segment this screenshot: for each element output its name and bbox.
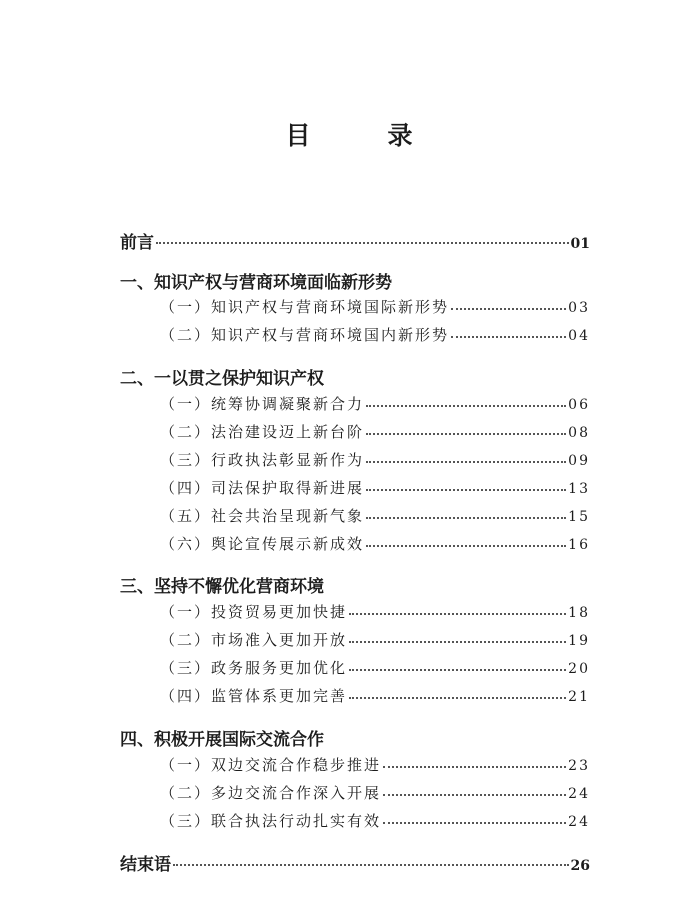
toc-entry-label: （一）知识产权与营商环境国际新形势 xyxy=(160,298,450,316)
toc-entry-label: （二）知识产权与营商环境国内新形势 xyxy=(160,326,450,344)
toc-entry-label: （四）司法保护取得新进展 xyxy=(160,479,365,497)
dot-leader xyxy=(366,461,566,463)
toc-entry[interactable] xyxy=(160,657,590,678)
dot-leader xyxy=(383,766,566,768)
toc-entry[interactable] xyxy=(160,505,590,526)
toc-entry[interactable] xyxy=(160,533,590,554)
toc-entry[interactable] xyxy=(160,810,590,831)
toc-entry[interactable] xyxy=(160,477,590,498)
toc-page-number: 18 xyxy=(568,605,590,621)
toc-page-number: 16 xyxy=(568,537,590,553)
toc-entry-label: （一）投资贸易更加快捷 xyxy=(160,603,348,621)
dot-leader xyxy=(156,242,569,244)
toc-entry-label: 结束语 xyxy=(120,855,171,875)
toc-entry-label: （二）多边交流合作深入开展 xyxy=(160,784,382,802)
toc-page-number: 24 xyxy=(568,814,590,830)
dot-leader xyxy=(366,489,566,491)
toc-page-number: 15 xyxy=(568,509,590,525)
dot-leader xyxy=(451,308,566,310)
dot-leader xyxy=(349,641,566,643)
dot-leader xyxy=(349,697,566,699)
toc-page-number: 23 xyxy=(568,758,590,774)
toc-section-title: 四、积极开展国际交流合作 xyxy=(120,730,324,750)
toc-entry[interactable] xyxy=(160,601,590,622)
dot-leader xyxy=(451,336,566,338)
toc-page-number: 13 xyxy=(568,481,590,497)
toc-page-number: 20 xyxy=(568,661,590,677)
toc-page-number: 19 xyxy=(568,633,590,649)
toc-section-title: 一、知识产权与营商环境面临新形势 xyxy=(120,273,392,293)
toc-section-title: 二、一以贯之保护知识产权 xyxy=(120,369,324,389)
dot-leader xyxy=(349,669,566,671)
toc-page-number: 06 xyxy=(568,397,590,413)
toc-entry-label: （三）行政执法彰显新作为 xyxy=(160,451,365,469)
toc-page-number: 03 xyxy=(568,300,590,316)
toc-section-heading[interactable] xyxy=(120,725,590,750)
dot-leader xyxy=(173,864,569,866)
toc-entry[interactable] xyxy=(160,421,590,442)
toc-page-number: 04 xyxy=(568,328,590,344)
toc-entry-label: （三）政务服务更加优化 xyxy=(160,659,348,677)
toc-entry-label: （四）监管体系更加完善 xyxy=(160,687,348,705)
dot-leader xyxy=(383,794,566,796)
toc-entry[interactable] xyxy=(160,782,590,803)
toc-page-number: 01 xyxy=(570,236,590,252)
toc-entry-label: （一）统筹协调凝聚新合力 xyxy=(160,395,365,413)
toc-page-number: 26 xyxy=(570,858,590,874)
toc-entry-preface[interactable] xyxy=(120,228,590,253)
dot-leader xyxy=(383,822,566,824)
toc-page-number: 08 xyxy=(568,425,590,441)
toc-entry-label: （六）舆论宣传展示新成效 xyxy=(160,535,365,553)
toc-entry-label: 前言 xyxy=(120,233,154,253)
toc-page-number: 24 xyxy=(568,786,590,802)
dot-leader xyxy=(366,433,566,435)
toc-section-title: 三、坚持不懈优化营商环境 xyxy=(120,577,324,597)
toc-entry[interactable] xyxy=(160,629,590,650)
toc-entry-label: （三）联合执法行动扎实有效 xyxy=(160,812,382,830)
toc-entry[interactable] xyxy=(160,296,590,317)
toc-entry[interactable] xyxy=(160,449,590,470)
toc-entry[interactable] xyxy=(160,754,590,775)
dot-leader xyxy=(366,405,566,407)
toc-entry[interactable] xyxy=(160,685,590,706)
dot-leader xyxy=(366,545,566,547)
toc-page-number: 21 xyxy=(568,689,590,705)
toc-entry-label: （一）双边交流合作稳步推进 xyxy=(160,756,382,774)
toc-entry-closing[interactable] xyxy=(120,850,590,875)
dot-leader xyxy=(366,517,566,519)
toc-entry-label: （二）市场准入更加开放 xyxy=(160,631,348,649)
toc-entry[interactable] xyxy=(160,393,590,414)
toc-section-heading[interactable] xyxy=(120,268,590,293)
toc-entry[interactable] xyxy=(160,324,590,345)
toc-page-number: 09 xyxy=(568,453,590,469)
dot-leader xyxy=(349,613,566,615)
toc-section-heading[interactable] xyxy=(120,572,590,597)
toc-entry-label: （五）社会共治呈现新气象 xyxy=(160,507,365,525)
toc-entry-label: （二）法治建设迈上新台阶 xyxy=(160,423,365,441)
toc-section-heading[interactable] xyxy=(120,364,590,389)
page-title: 目 录 xyxy=(285,121,439,150)
